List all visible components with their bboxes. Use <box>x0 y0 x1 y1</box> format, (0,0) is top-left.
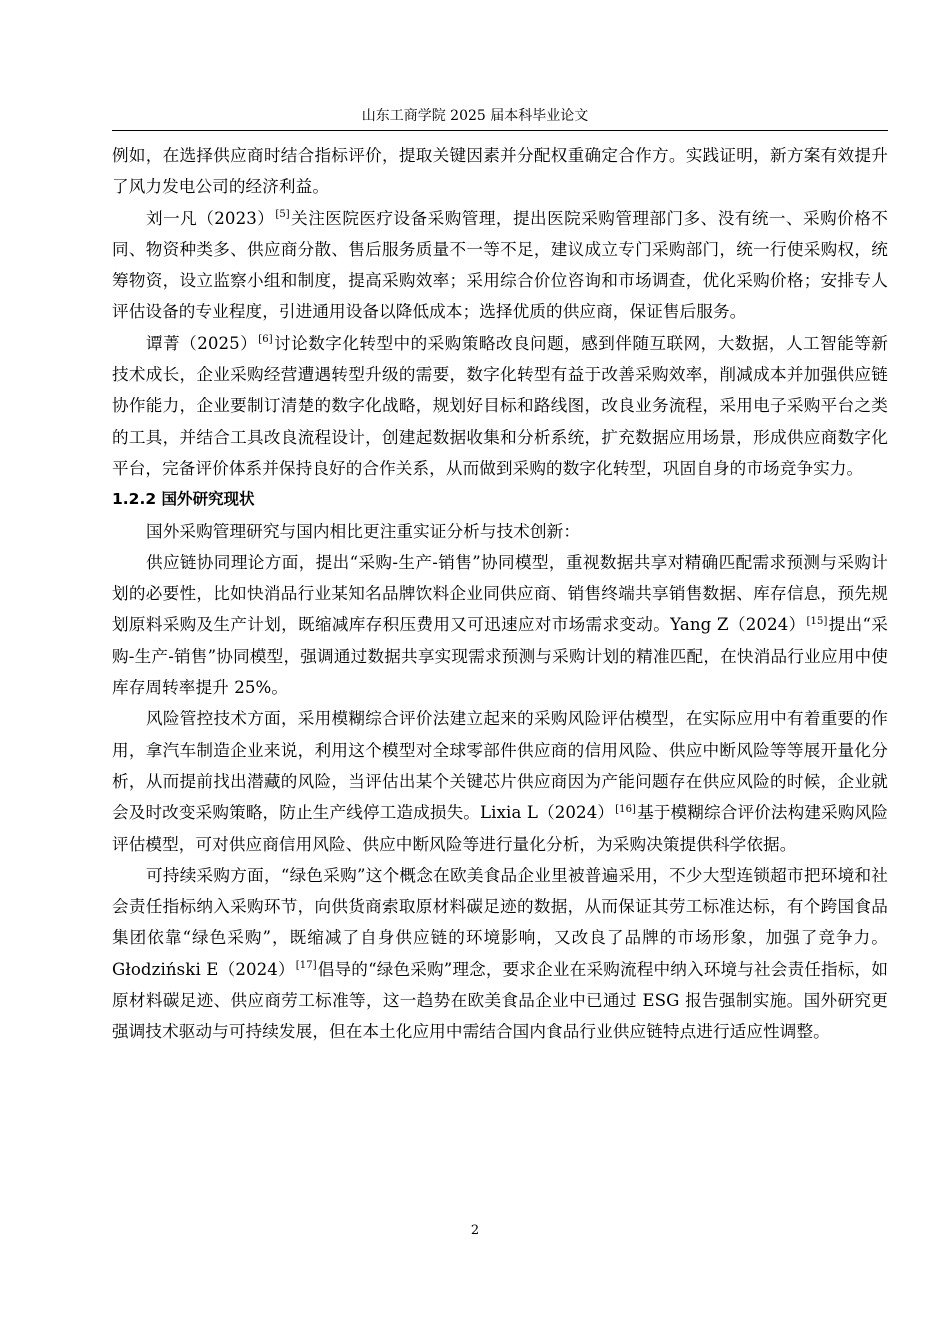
paragraph-7 <box>112 860 888 1048</box>
citation-author: 谭菁（2025） <box>146 333 258 353</box>
paragraph-text: 倡导的“绿色采购”理念，要求企业在采购流程中纳入环境与社会责任指标，如原材料碳足迹、供应商劳工标准等，这一趋势在欧美食品企业中已通过 ESG 报告强制实施。国外研究更强调技术驱动与可持续发展，但在本土化应用中需结合国内食品行业供应链特点进行适应性调整。 <box>112 959 889 1042</box>
reference-marker: [6] <box>258 334 273 346</box>
paragraph-text: 可持续采购方面，“绿色采购”这个概念在欧美食品企业里被普遍采用，不少大型连锁超市把环境和社会责任指标纳入采购环节，向供货商索取原材料碳足迹的数据，从而保证其劳工标准达标，有个跨国食品集团依靠“绿色采购”，既缩减了自身供应链的环境影响，又改良了品牌的市场形象，加强了竞争力。 <box>112 865 888 948</box>
citation-author: Lixia L（2024） <box>480 803 615 823</box>
reference-marker: [17] <box>295 960 317 972</box>
paragraph-text: 基于模糊综合评价法构建采购风险评估模型，可对供应商信用风险、供应中断风险等进行量化分析，为采购决策提供科学依据。 <box>112 803 888 854</box>
paragraph-1: 例如，在选择供应商时结合指标评价，提取关键因素并分配权重确定合作方。实践证明，新方案有效提升了风力发电公司的经济利益。 <box>112 146 888 197</box>
citation-author: 刘一凡（2023） <box>146 208 275 228</box>
paragraph-2 <box>112 203 888 328</box>
reference-marker: [16] <box>615 803 637 815</box>
paragraph-5 <box>112 547 888 703</box>
page-number: 2 <box>470 1223 480 1238</box>
reference-marker: [5] <box>275 209 290 221</box>
running-header: 山东工商学院 2025 届本科毕业论文 <box>361 108 589 124</box>
paragraph-4: 国外采购管理研究与国内相比更注重实证分析与技术创新： <box>146 521 581 541</box>
paragraph-6 <box>112 703 888 859</box>
paragraph-text: 讨论数字化转型中的采购策略改良问题，感到伴随互联网，大数据，人工智能等新技术成长，企业采购经营遭遇转型升级的需要，数字化转型有益于改善采购效率，削减成本并加强供应链协作能力，企业要制订清楚的数字化战略，规划好目标和路线图，改良业务流程，采用电子采购平台之类的工具，并结合工具改良流程设计，创建起数据收集和分析系统，扩充数据应用场景，形成供应商数字化平台，完备评价体系并保持良好的合作关系，从而做到采购的数字化转型，巩固自身的市场竞争实力。 <box>112 333 889 478</box>
document-body <box>112 140 888 1048</box>
citation-author: Yang Z（2024） <box>670 615 806 635</box>
header-divider <box>112 130 888 131</box>
paragraph-3 <box>112 328 888 484</box>
citation-author: Głodziński E（2024） <box>112 959 295 979</box>
paragraph-text: 关注医院医疗设备采购管理，提出医院采购管理部门多、没有统一、采购价格不同、物资种类多、供应商分散、售后服务质量不一等不足，建议成立专门采购部门，统一行使采购权，统筹物资，设立监察小组和制度，提高采购效率；采用综合价位咨询和市场调查，优化采购价格；安排专人评估设备的专业程度，引进通用设备以降低成本；选择优质的供应商，保证售后服务。 <box>112 208 889 322</box>
reference-marker: [15] <box>806 615 828 627</box>
paragraph-text: 风险管控技术方面，采用模糊综合评价法建立起来的采购风险评估模型，在实际应用中有着重要的作用，拿汽车制造企业来说，利用这个模型对全球零部件供应商的信用风险、供应中断风险等等展开量化分析，从而提前找出潜藏的风险，当评估出某个关键芯片供应商因为产能问题存在供应风险的时候，企业就会及时改变采购策略，防止生产线停工造成损失。 <box>112 709 888 823</box>
paragraph-text: 提出“采购-生产-销售”协同模型，强调通过数据共享实现需求预测与采购计划的精准匹配，在快消品行业应用中使库存周转率提升 25%。 <box>112 615 888 698</box>
section-heading: 1.2.2 国外研究现状 <box>112 490 255 509</box>
paragraph-text: 供应链协同理论方面，提出“采购-生产-销售”协同模型，重视数据共享对精确匹配需求预测与采购计划的必要性，比如快消品行业某知名品牌饮料企业同供应商、销售终端共享销售数据、库存信息，预先规划原料采购及生产计划，既缩减库存积压费用又可迅速应对市场需求变动。 <box>112 552 888 635</box>
